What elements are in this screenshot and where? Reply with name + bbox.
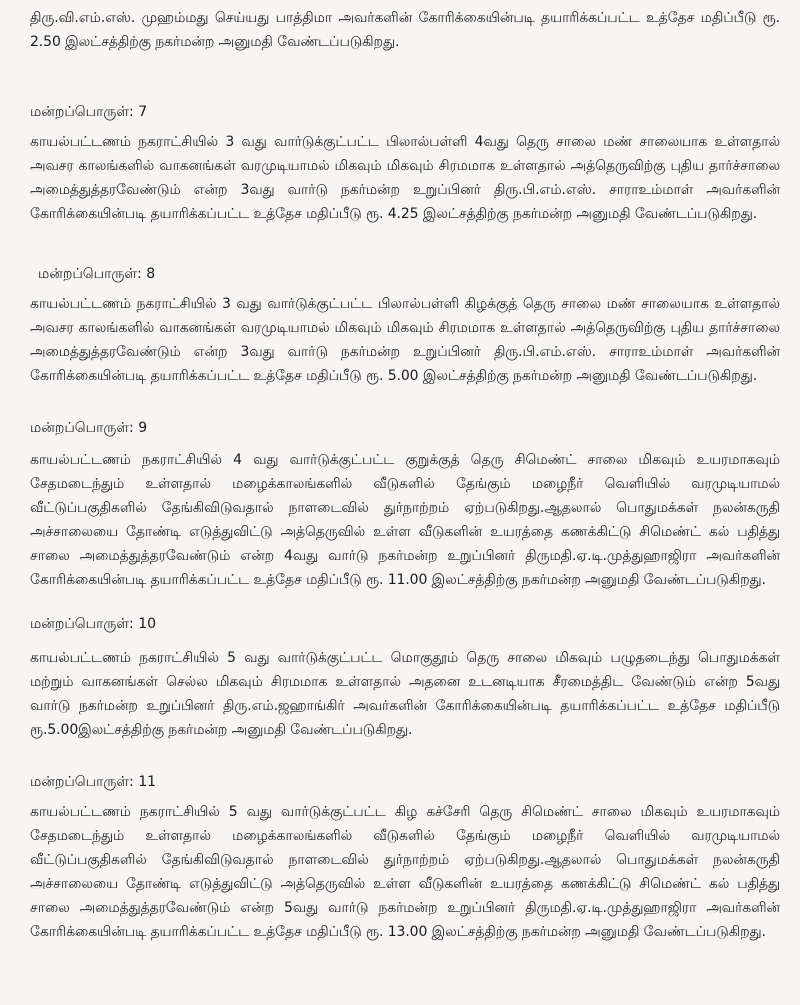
item-8-heading: மன்றப்பொருள்: 8 [38, 266, 156, 282]
item-9-heading: மன்றப்பொருள்: 9 [30, 420, 148, 436]
item-8-paragraph: காயல்பட்டணம் நகராட்சியில் 3 வது வார்டுக்குட்பட்ட பிலால்பள்ளி கிழக்குத் தெரு சாலை மண் சாலையாக உள்ளதால் அவசர காலங்களில் வாகனங்கள் வரமுடியாமல் மிகவும் மிகவும் சிரமமாக உள்ளதால் அத்தெருவிற்கு புதிய தார்ச்சாலை அமைத்துத்தரவேண்டும் என்ற 3வது வார்டு நகர்மன்ற உறுப்பினர் திரு.பி.எம்.எஸ். சாராஉம்மாள் அவர்களின் கோரிக்கையின்படி தயாரிக்கப்பட்ட உத்தேச மதிப்பீடு ரூ. 5.00 இலட்சத்திற்கு நகர்மன்ற அனுமதி வேண்டப்படுகிறது. [30, 296, 780, 384]
item-10-heading: மன்றப்பொருள்: 10 [30, 616, 157, 632]
item-8-block [30, 292, 780, 388]
item-9-block [30, 448, 780, 592]
intro-paragraph: திரு.வி.எம்.எஸ். முஹம்மது செய்யது பாத்திமா அவர்களின் கோரிக்கையின்படி தயாரிக்கப்பட்ட உத்தேச மதிப்பீடு ரூ. 2.50 இலட்சத்திற்கு நகர்மன்ற அனுமதி வேண்டப்படுகிறது. [30, 10, 780, 50]
item-7-block [30, 130, 780, 226]
item-7-paragraph: காயல்பட்டணம் நகராட்சியில் 3 வது வார்டுக்குட்பட்ட பிலால்பள்ளி 4வது தெரு சாலை மண் சாலையாக உள்ளதால் அவசர காலங்களில் வாகனங்கள் வரமுடியாமல் மிகவும் மிகவும் சிரமமாக உள்ளதால் அத்தெருவிற்கு புதிய தார்ச்சாலை அமைத்துத்தரவேண்டும் என்ற 3வது வார்டு நகர்மன்ற உறுப்பினர் திரு.பி.எம்.எஸ். சாராஉம்மாள் அவர்களின் கோரிக்கையின்படி தயாரிக்கப்பட்ட உத்தேச மதிப்பீடு ரூ. 4.25 இலட்சத்திற்கு நகர்மன்ற அனுமதி வேண்டப்படுகிறது. [30, 134, 780, 222]
item-11-block [30, 800, 780, 944]
item-10-paragraph: காயல்பட்டணம் நகராட்சியில் 5 வது வார்டுக்குட்பட்ட மொகுதூம் தெரு சாலை மிகவும் பழுதடைந்து பொதுமக்கள் மற்றும் வாகனங்கள் செல்ல மிகவும் சிரமமாக உள்ளதால் அதனை உடனடியாக சீரமைத்திட வேண்டும் என்ற 5வது வார்டு நகர்மன்ற உறுப்பினர் திரு.எம்.ஜஹாங்கிர் அவர்களின் கோரிக்கையின்படி தயாரிக்கப்பட்ட உத்தேச மதிப்பீடு ரூ.5.00இலட்சத்திற்கு நகர்மன்ற அனுமதி வேண்டப்படுகிறது. [30, 650, 780, 738]
item-10-block [30, 646, 780, 742]
intro-paragraph-block [30, 6, 780, 54]
item-11-heading: மன்றப்பொருள்: 11 [30, 774, 157, 790]
item-9-paragraph: காயல்பட்டணம் நகராட்சியில் 4 வது வார்டுக்குட்பட்ட குறுக்குத் தெரு சிமெண்ட் சாலை மிகவும் உயரமாகவும் சேதமடைந்தும் உள்ளதால் மழைக்காலங்களில் வீடுகளில் தேங்கும் மழைநீர் வெளியில் வரமுடியாமல் வீட்டுப்பகுதிகளில் தேங்கிவிடுவதால் நாளடைவில் துர்நாற்றம் ஏற்படுகிறது.ஆதலால் பொதுமக்கள் நலன்கருதி அச்சாலையை தோண்டி எடுத்துவிட்டு அத்தெருவில் உள்ள வீடுகளின் உயரத்தை கணக்கிட்டு சிமெண்ட் கல் பதித்து சாலை அமைத்துத்தரவேண்டும் என்ற 4வது வார்டு நகர்மன்ற உறுப்பினர் திருமதி.ஏ.டி.முத்துஹாஜிரா அவர்களின் கோரிக்கையின்படி தயாரிக்கப்பட்ட உத்தேச மதிப்பீடு ரூ. 11.00 இலட்சத்திற்கு நகர்மன்ற அனுமதி வேண்டப்படுகிறது. [30, 452, 780, 588]
item-11-paragraph: காயல்பட்டணம் நகராட்சியில் 5 வது வார்டுக்குட்பட்ட கிழ கச்சேரி தெரு சிமெண்ட் சாலை மிகவும் உயரமாகவும் சேதமடைந்தும் உள்ளதால் மழைக்காலங்களில் வீடுகளில் தேங்கும் மழைநீர் வெளியில் வரமுடியாமல் வீட்டுப்பகுதிகளில் தேங்கிவிடுவதால் நாளடைவில் துர்நாற்றம் ஏற்படுகிறது.ஆதலால் பொதுமக்கள் நலன்கருதி அச்சாலையை தோண்டி எடுத்துவிட்டு அத்தெருவில் உள்ள வீடுகளின் உயரத்தை கணக்கிட்டு சிமெண்ட் கல் பதித்து சாலை அமைத்துத்தரவேண்டும் என்ற 5வது வார்டு நகர்மன்ற உறுப்பினர் திருமதி.ஏ.டி.முத்துஹாஜிரா அவர்களின் கோரிக்கையின்படி தயாரிக்கப்பட்ட உத்தேச மதிப்பீடு ரூ. 13.00 இலட்சத்திற்கு நகர்மன்ற அனுமதி வேண்டப்படுகிறது. [30, 804, 780, 940]
item-7-heading: மன்றப்பொருள்: 7 [30, 104, 148, 120]
